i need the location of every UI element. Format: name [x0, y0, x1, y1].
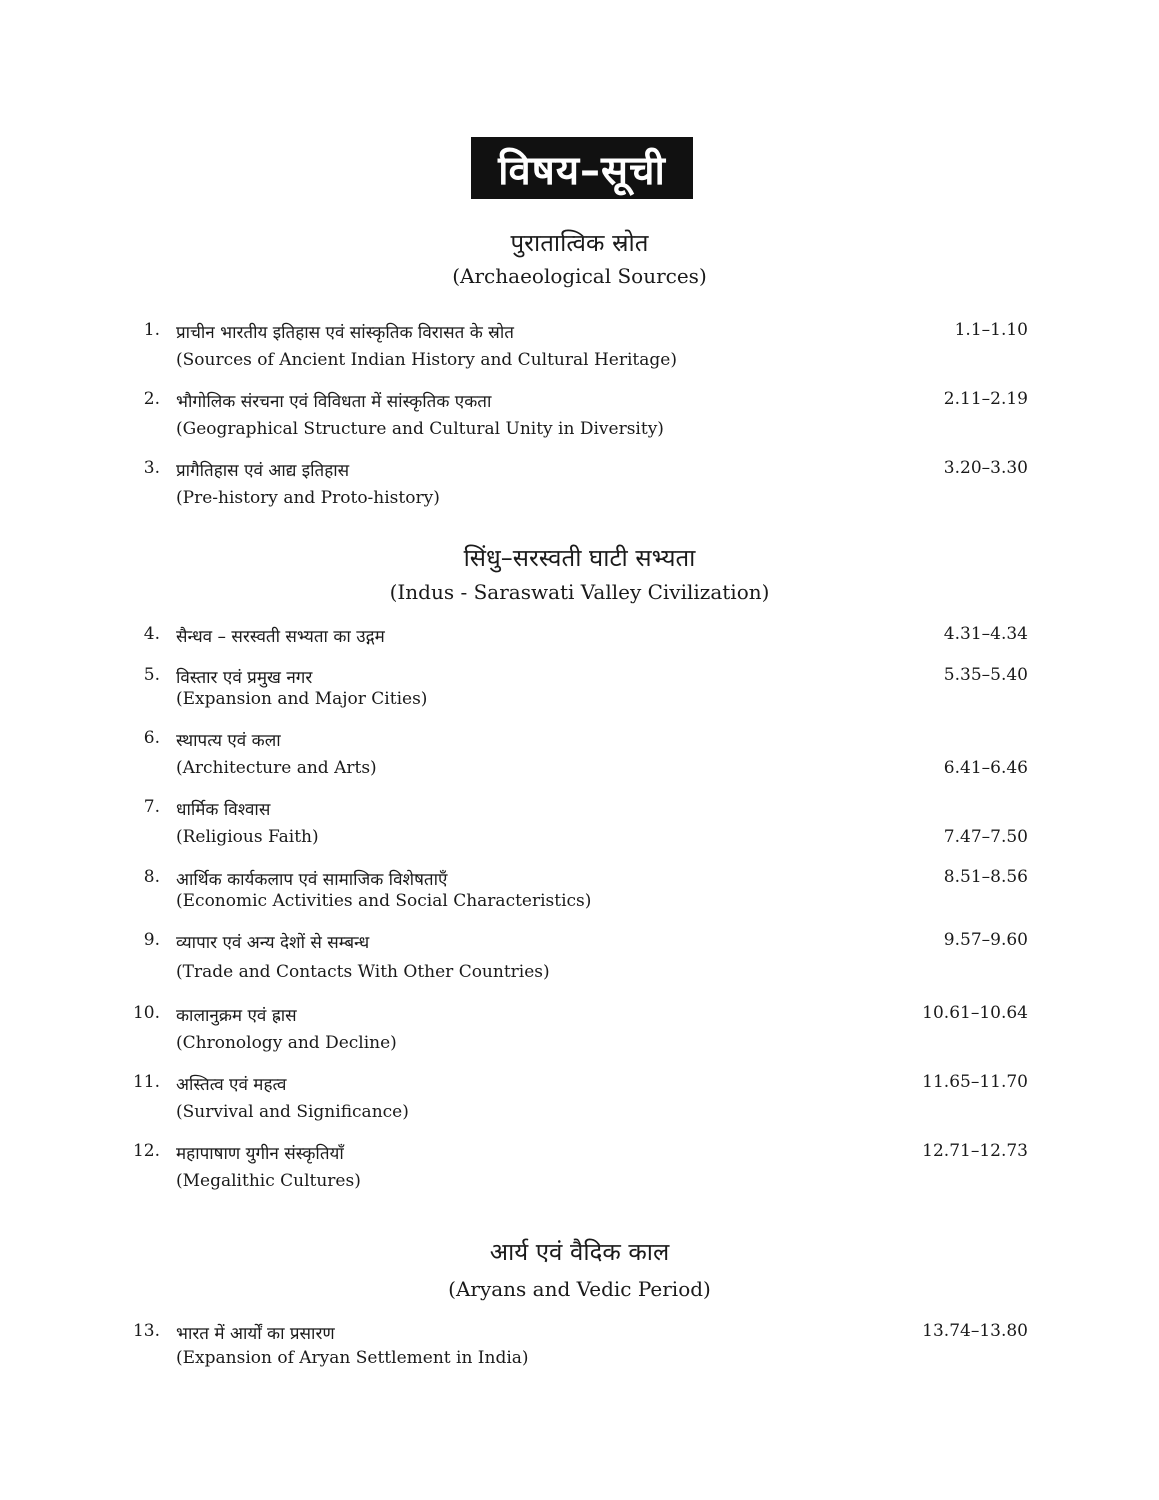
entry-pages: 9.57–9.60: [943, 930, 1028, 950]
entry-title-english: (Sources of Ancient Indian History and Cultural Heritage): [176, 350, 677, 370]
entry-title-english: (Economic Activities and Social Characteristics): [176, 891, 592, 911]
entry-number: 12.: [132, 1141, 160, 1161]
entry-number: 7.: [143, 797, 160, 817]
entry-pages: 8.51–8.56: [943, 867, 1028, 887]
entry-number: 5.: [143, 665, 160, 685]
section-heading-hindi: सिंधु–सरस्वती घाटी सभ्यता: [463, 544, 696, 572]
entry-number: 8.: [143, 867, 160, 887]
entry-title-hindi: भारत में आर्यों का प्रसारण: [176, 1324, 335, 1344]
entry-title-english: (Survival and Significance): [176, 1102, 409, 1122]
entry-pages: 7.47–7.50: [943, 827, 1028, 847]
entry-title-hindi: धार्मिक विश्वास: [176, 800, 271, 820]
page-title: विषय–सूची: [471, 137, 693, 199]
entry-title-hindi: कालानुक्रम एवं ह्रास: [176, 1006, 297, 1026]
entry-title-english: (Expansion and Major Cities): [176, 689, 428, 709]
entry-title-english: (Megalithic Cultures): [176, 1171, 361, 1191]
entry-number: 6.: [143, 728, 160, 748]
entry-title-english: (Religious Faith): [176, 827, 319, 847]
entry-pages: 3.20–3.30: [943, 458, 1028, 478]
entry-pages: 11.65–11.70: [922, 1072, 1028, 1092]
entry-title-english: (Pre-history and Proto-history): [176, 488, 440, 508]
entry-title-hindi: विस्तार एवं प्रमुख नगर: [176, 668, 313, 688]
entry-title-english: (Expansion of Aryan Settlement in India): [176, 1348, 529, 1368]
entry-pages: 10.61–10.64: [922, 1003, 1028, 1023]
entry-pages: 1.1–1.10: [954, 320, 1028, 340]
entry-number: 3.: [143, 458, 160, 478]
entry-pages: 2.11–2.19: [943, 389, 1028, 409]
section-heading-english: (Aryans and Vedic Period): [448, 1277, 711, 1301]
entry-title-english: (Chronology and Decline): [176, 1033, 397, 1053]
entry-pages: 5.35–5.40: [943, 665, 1028, 685]
entry-title-hindi: प्रागैतिहास एवं आद्य इतिहास: [176, 461, 350, 481]
entry-number: 2.: [143, 389, 160, 409]
section-heading-english: (Archaeological Sources): [452, 264, 707, 288]
entry-number: 1.: [143, 320, 160, 340]
section-heading-hindi: आर्य एवं वैदिक काल: [489, 1238, 670, 1266]
entry-pages: 6.41–6.46: [943, 758, 1028, 778]
entry-title-hindi: स्थापत्य एवं कला: [176, 731, 281, 751]
entry-title-english: (Architecture and Arts): [176, 758, 377, 778]
section-heading-english: (Indus - Saraswati Valley Civilization): [389, 580, 770, 604]
entry-title-hindi: व्यापार एवं अन्य देशों से सम्बन्ध: [176, 933, 370, 953]
entry-title-hindi: अस्तित्व एवं महत्व: [176, 1075, 287, 1095]
entry-title-english: (Geographical Structure and Cultural Unity in Diversity): [176, 419, 664, 439]
entry-title-hindi: आर्थिक कार्यकलाप एवं सामाजिक विशेषताएँ: [176, 870, 448, 890]
entry-number: 10.: [132, 1003, 160, 1023]
entry-title-hindi: प्राचीन भारतीय इतिहास एवं सांस्कृतिक विरासत के स्रोत: [176, 323, 514, 343]
entry-title-english: (Trade and Contacts With Other Countries): [176, 962, 550, 982]
entry-number: 11.: [132, 1072, 160, 1092]
entry-pages: 12.71–12.73: [922, 1141, 1028, 1161]
entry-pages: 13.74–13.80: [922, 1321, 1028, 1341]
entry-number: 4.: [143, 624, 160, 644]
entry-pages: 4.31–4.34: [943, 624, 1028, 644]
entry-title-hindi: भौगोलिक संरचना एवं विविधता में सांस्कृतिक एकता: [176, 392, 492, 412]
entry-number: 13.: [132, 1321, 160, 1341]
entry-title-hindi: महापाषाण युगीन संस्कृतियाँ: [176, 1144, 344, 1164]
section-heading-hindi: पुरातात्विक स्रोत: [510, 229, 649, 257]
entry-title-hindi: सैन्धव – सरस्वती सभ्यता का उद्गम: [176, 627, 385, 647]
entry-number: 9.: [143, 930, 160, 950]
